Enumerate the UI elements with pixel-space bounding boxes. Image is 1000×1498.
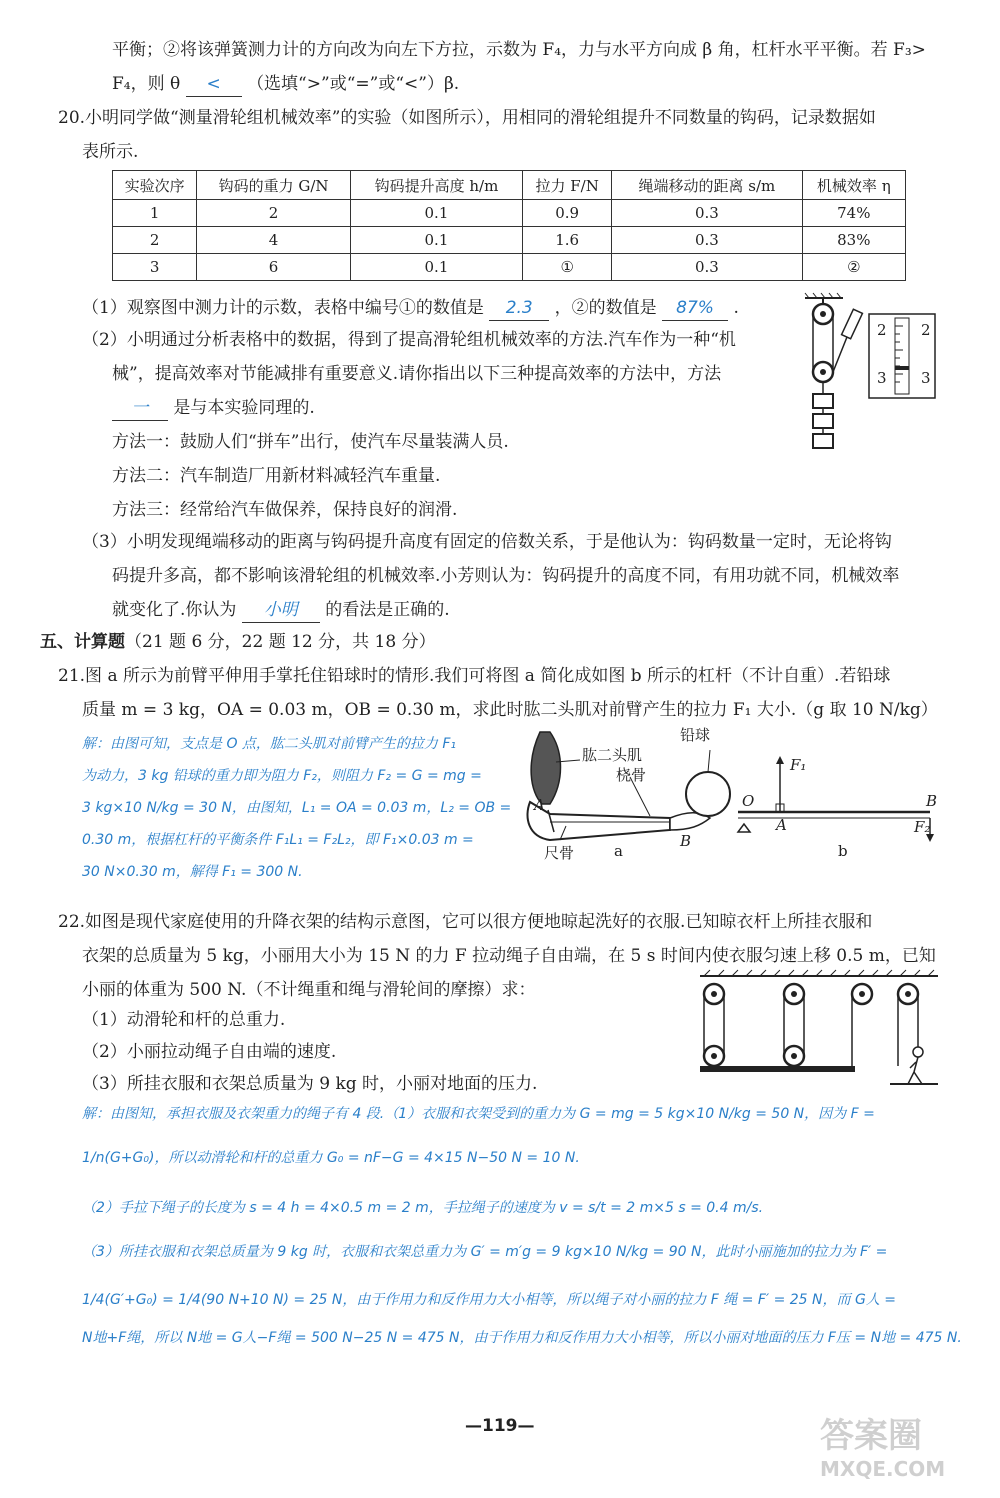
label-o: O xyxy=(742,792,755,810)
figure-b-lever xyxy=(730,752,950,852)
figure-b-caption: b xyxy=(838,842,848,860)
scale-label: 2 xyxy=(877,321,887,339)
q22-solution-line: 1/n(G+G₀)，所以动滑轮和杆的总重力 G₀ = nF−G = 4×15 N−50 N = 10 N. xyxy=(82,1150,580,1166)
label-a: A xyxy=(776,816,787,834)
watermark-logo: 答案圈 MXQE.COM xyxy=(820,1416,946,1481)
q20-method3: 方法三：经常给汽车做保养，保持良好的润滑. xyxy=(112,500,458,520)
table-header: 绳端移动的距离 s/m xyxy=(612,171,802,200)
q19-answer: < xyxy=(186,72,242,97)
q21-solution-line: 3 kg×10 N/kg = 30 N，由图知，L₁ = OA = 0.03 m，L₂ = OB = xyxy=(82,800,512,816)
table-cell: 0.1 xyxy=(350,227,522,254)
scale-label: 3 xyxy=(877,369,887,387)
label-biceps: 肱二头肌 xyxy=(582,746,643,764)
table-cell: 1 xyxy=(113,200,197,227)
table-row xyxy=(113,200,906,227)
table-header: 机械效率 η xyxy=(802,171,905,200)
scale-label: 3 xyxy=(921,369,931,387)
q22-solution-line: N地+F绳，所以 N地 = G人−F绳 = 500 N−25 N = 475 N，由于作用力和反作用力大小相等，所以小丽对地面的压力 F压 = N地 = 475 N. xyxy=(82,1330,962,1346)
table-cell: 0.1 xyxy=(350,200,522,227)
table-cell: 4 xyxy=(197,227,350,254)
q22-solution-line: （3）所挂衣服和衣架总质量为 9 kg 时，衣服和衣架总重力为 G′ = m′g = 9 kg×10 N/kg = 90 N，此时小丽施加的拉力为 F′ = xyxy=(82,1244,888,1260)
table-row xyxy=(113,227,906,254)
q22-solution-line: （2）手拉下绳子的长度为 s = 4 h = 4×0.5 m = 2 m，手拉绳子的速度为 v = s/t = 2 m×5 s = 0.4 m/s. xyxy=(82,1200,764,1216)
q20-method2: 方法二：汽车制造厂用新材料减轻汽车重量. xyxy=(112,466,441,486)
q20-part2-line1: （2）小明通过分析表格中的数据，得到了提高滑轮组机械效率的方法.汽车作为一种“机 xyxy=(82,330,736,350)
table-cell: 3 xyxy=(113,254,197,281)
label-point-b: B xyxy=(680,832,692,850)
table-header: 钩码的重力 G/N xyxy=(197,171,350,200)
q20-part2-line3: 一 是与本实验同理的. xyxy=(112,396,315,421)
q22-stem-line1: 22.如图是现代家庭使用的升降衣架的结构示意图，它可以很方便地晾起洗好的衣服.已知晾衣杆上所挂衣服和 xyxy=(58,912,873,932)
table-cell: 0.3 xyxy=(612,254,802,281)
q20-answer-2: 87% xyxy=(662,296,728,321)
q22-sub1: （1）动滑轮和杆的总重力. xyxy=(82,1010,286,1030)
rack-diagram xyxy=(694,968,944,1088)
label-f1: F₁ xyxy=(790,756,807,774)
table-header: 实验次序 xyxy=(113,171,197,200)
section-title: 五、计算题（21 题 6 分，22 题 12 分，共 18 分） xyxy=(40,632,436,652)
pulley-figure xyxy=(795,292,945,452)
q22-stem-line2: 衣架的总质量为 5 kg，小丽用大小为 15 N 的力 F 拉动绳子自由端，在 5 s 时间内使衣服匀速上移 0.5 m，已知 xyxy=(82,946,936,966)
label-ball: 铅球 xyxy=(680,726,711,744)
q20-stem-line2: 表所示. xyxy=(82,142,139,162)
label-point-a: A xyxy=(534,796,545,814)
table-cell: 0.3 xyxy=(612,200,802,227)
table-cell: ① xyxy=(523,254,612,281)
q21-solution-line: 为动力，3 kg 铅球的重力即为阻力 F₂，则阻力 F₂ = G = mg = xyxy=(82,768,482,784)
table-cell: 2 xyxy=(197,200,350,227)
q21-stem-line1: 21.图 a 所示为前臂平伸用手掌托住铅球时的情形.我们可将图 a 简化成如图 b 所示的杠杆（不计自重）.若铅球 xyxy=(58,666,891,686)
q21-solution-line: 解：由图可知，支点是 O 点，肱二头肌对前臂产生的拉力 F₁ xyxy=(82,736,457,752)
q20-part3-line3: 就变化了.你认为 小明 的看法是正确的. xyxy=(112,598,450,623)
q19-line1: 平衡；②将该弹簧测力计的方向改为向左下方拉，示数为 F₄，力与水平方向成 β 角，杠杆水平平衡。若 F₃> xyxy=(112,40,926,60)
table-cell: 2 xyxy=(113,227,197,254)
table-cell: 0.1 xyxy=(350,254,522,281)
table-cell: 0.3 xyxy=(612,227,802,254)
q19-line2: F₄，则 θ < （选填“>”或“=”或“<”）β. xyxy=(112,72,459,97)
q20-part3-line1: （3）小明发现绳端移动的距离与钩码提升高度有固定的倍数关系，于是他认为：钩码数量一定时，无论将钩 xyxy=(82,532,892,552)
q20-part1: （1）观察图中测力计的示数，表格中编号①的数值是 2.3 ，②的数值是 87% . xyxy=(82,296,739,321)
table-cell: ② xyxy=(802,254,905,281)
figure-a-arm xyxy=(520,722,740,862)
label-b: B xyxy=(926,792,938,810)
q20-stem-line1: 20.小明同学做“测量滑轮组机械效率”的实验（如图所示），用相同的滑轮组提升不同数量的钩码，记录数据如 xyxy=(58,108,876,128)
q22-sub2: （2）小丽拉动绳子自由端的速度. xyxy=(82,1042,337,1062)
q20-part2-line2: 械”，提高效率对节能减排有重要意义.请你指出以下三种提高效率的方法中，方法 xyxy=(112,364,722,384)
q22-stem-line3: 小丽的体重为 500 N.（不计绳重和绳与滑轮间的摩擦）求： xyxy=(82,980,536,1000)
q21-solution-line: 0.30 m，根据杠杆的平衡条件 F₁L₁ = F₂L₂，即 F₁×0.03 m = xyxy=(82,832,474,848)
q20-method1: 方法一：鼓励人们“拼车”出行，使汽车尽量装满人员. xyxy=(112,432,509,452)
table-cell: 1.6 xyxy=(523,227,612,254)
table-cell: 83% xyxy=(802,227,905,254)
label-f2: F₂ xyxy=(914,818,931,836)
table-cell: 0.9 xyxy=(523,200,612,227)
label-radius: 桡骨 xyxy=(616,766,647,784)
q20-answer-1: 2.3 xyxy=(489,296,549,321)
table-header-row xyxy=(113,171,906,200)
table-row xyxy=(113,254,906,281)
clothes-rack-figure xyxy=(694,968,944,1088)
label-ulna: 尺骨 xyxy=(544,844,575,862)
table-cell: 74% xyxy=(802,200,905,227)
lever-diagram xyxy=(730,752,950,852)
q20-answer-3: 小明 xyxy=(242,598,320,623)
figure-a-caption: a xyxy=(614,842,623,860)
q21-stem-line2: 质量 m = 3 kg，OA = 0.03 m，OB = 0.30 m，求此时肱二头肌对前臂产生的拉力 F₁ 大小.（g 取 10 N/kg） xyxy=(82,700,938,720)
q20-part3-line2: 码提升多高，都不影响该滑轮组的机械效率.小芳则认为：钩码提升的高度不同，有用功就不同，机械效率 xyxy=(112,566,900,586)
q22-solution-line: 解：由图知，承担衣服及衣架重力的绳子有 4 段.（1）衣服和衣架受到的重力为 G = mg = 5 kg×10 N/kg = 50 N，因为 F = xyxy=(82,1106,875,1122)
q22-sub3: （3）所挂衣服和衣架总质量为 9 kg 时，小丽对地面的压力. xyxy=(82,1074,538,1094)
table-cell: 6 xyxy=(197,254,350,281)
q21-solution-line: 30 N×0.30 m，解得 F₁ = 300 N. xyxy=(82,864,303,880)
q22-solution-line: 1/4(G′+G₀) = 1/4(90 N+10 N) = 25 N，由于作用力和反作用力大小相等，所以绳子对小丽的拉力 F 绳 = F′ = 25 N，而 G人 = xyxy=(82,1292,896,1308)
table-header: 钩码提升高度 h/m xyxy=(350,171,522,200)
table-header: 拉力 F/N xyxy=(523,171,612,200)
q20-data-table xyxy=(112,170,906,281)
q20-answer-method: 一 xyxy=(112,396,168,421)
scale-label: 2 xyxy=(921,321,931,339)
page-number: —119— xyxy=(465,1416,535,1436)
